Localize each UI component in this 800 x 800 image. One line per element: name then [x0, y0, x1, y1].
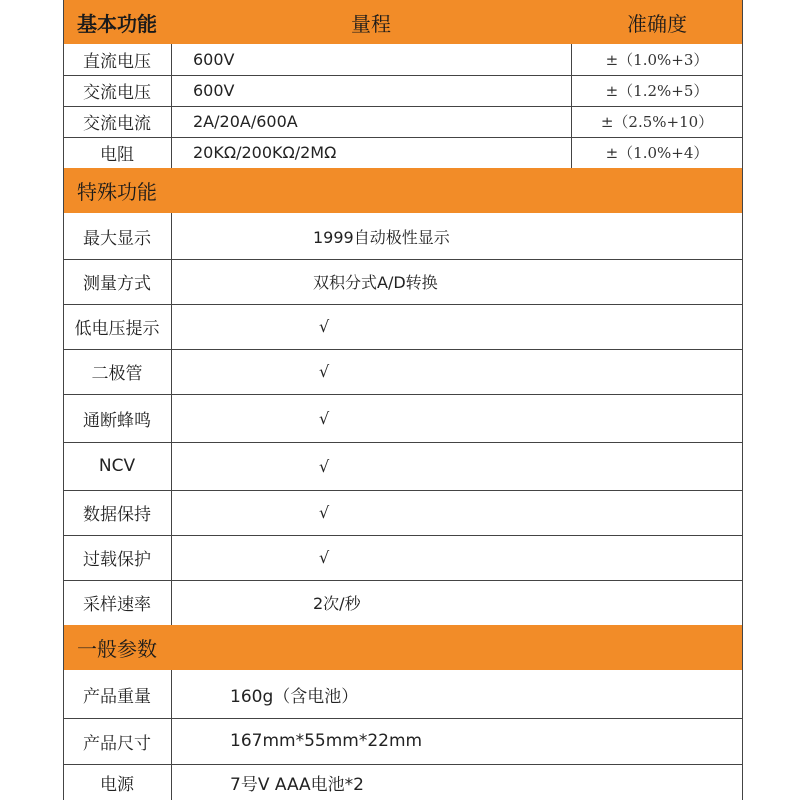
special-row: [63, 580, 743, 625]
special-row-name: 通断蜂鸣: [83, 410, 151, 431]
basic-header-accuracy: 准确度: [627, 11, 687, 36]
special-row-name: 过载保护: [83, 550, 151, 570]
general-row-value: 160g（含电池）: [230, 686, 359, 707]
divider: [63, 349, 743, 350]
table-border-right: [742, 0, 743, 800]
basic-row-range: 2A/20A/600A: [193, 112, 298, 131]
table-border-left: [63, 0, 64, 800]
general-row-value: 7号V AAA电池*2: [230, 774, 364, 795]
basic-row-name: 交流电压: [83, 83, 151, 103]
basic-header-row: [63, 0, 743, 44]
special-row-name: 测量方式: [83, 274, 151, 294]
special-row-value: 1999自动极性显示: [313, 227, 450, 247]
special-row: [63, 490, 743, 535]
special-row: [63, 259, 743, 304]
special-row-name: 二极管: [91, 364, 143, 384]
basic-row-range: 20KΩ/200KΩ/2MΩ: [193, 143, 337, 162]
check-icon: √: [319, 548, 330, 567]
special-row: [63, 304, 743, 349]
basic-header-range: 量程: [351, 11, 391, 36]
divider: [63, 442, 743, 443]
divider: [63, 259, 743, 260]
divider: [63, 535, 743, 536]
general-row: [63, 718, 743, 764]
special-row-name: 数据保持: [83, 505, 151, 525]
special-row-name: 最大显示: [83, 228, 151, 249]
special-row: [63, 213, 743, 259]
check-icon: √: [319, 362, 330, 381]
divider: [571, 44, 572, 168]
basic-row-accuracy: ±（1.2%+5）: [605, 82, 709, 100]
special-row: [63, 394, 743, 442]
general-row-name: 产品重量: [83, 686, 151, 707]
general-row: [63, 764, 743, 800]
general-header-row: [63, 625, 743, 670]
basic-row-name: 电阻: [100, 145, 134, 165]
special-row: [63, 349, 743, 394]
general-header-label: 一般参数: [77, 637, 157, 661]
special-row-name: 低电压提示: [74, 319, 160, 339]
special-row: [63, 442, 743, 490]
special-row: [63, 535, 743, 580]
divider: [63, 137, 743, 138]
spec-table: [63, 0, 743, 800]
basic-row-range: 600V: [193, 81, 235, 100]
basic-row-name: 直流电压: [83, 52, 151, 72]
basic-header-function: 基本功能: [77, 11, 157, 36]
divider: [63, 764, 743, 765]
basic-row-accuracy: ±（1.0%+4）: [605, 144, 709, 162]
basic-row-accuracy: ±（1.0%+3）: [605, 51, 709, 69]
special-row-value: 2次/秒: [313, 594, 361, 613]
general-row-value: 167mm*55mm*22mm: [230, 731, 423, 751]
divider: [63, 75, 743, 76]
special-row-name: 采样速率: [83, 595, 151, 615]
check-icon: √: [319, 317, 330, 336]
check-icon: √: [319, 456, 330, 476]
divider: [171, 213, 172, 625]
special-header-label: 特殊功能: [77, 180, 157, 204]
basic-row: [63, 75, 743, 106]
special-row-name: NCV: [98, 456, 136, 476]
check-icon: √: [319, 408, 330, 428]
check-icon: √: [319, 503, 330, 522]
divider: [63, 106, 743, 107]
special-row-value: 双积分式A/D转换: [313, 273, 438, 292]
divider: [63, 718, 743, 719]
divider: [63, 394, 743, 395]
general-row-name: 产品尺寸: [83, 733, 151, 754]
divider: [63, 490, 743, 491]
basic-row: [63, 137, 743, 168]
basic-row-accuracy: ±（2.5%+10）: [600, 113, 714, 131]
general-row: [63, 670, 743, 718]
basic-row-name: 交流电流: [83, 114, 151, 134]
special-header-row: [63, 168, 743, 213]
basic-row: [63, 44, 743, 75]
divider: [171, 44, 172, 168]
divider: [171, 670, 172, 800]
basic-row-range: 600V: [193, 50, 235, 69]
divider: [63, 304, 743, 305]
basic-row: [63, 106, 743, 137]
divider: [63, 580, 743, 581]
general-row-name: 电源: [100, 774, 134, 795]
